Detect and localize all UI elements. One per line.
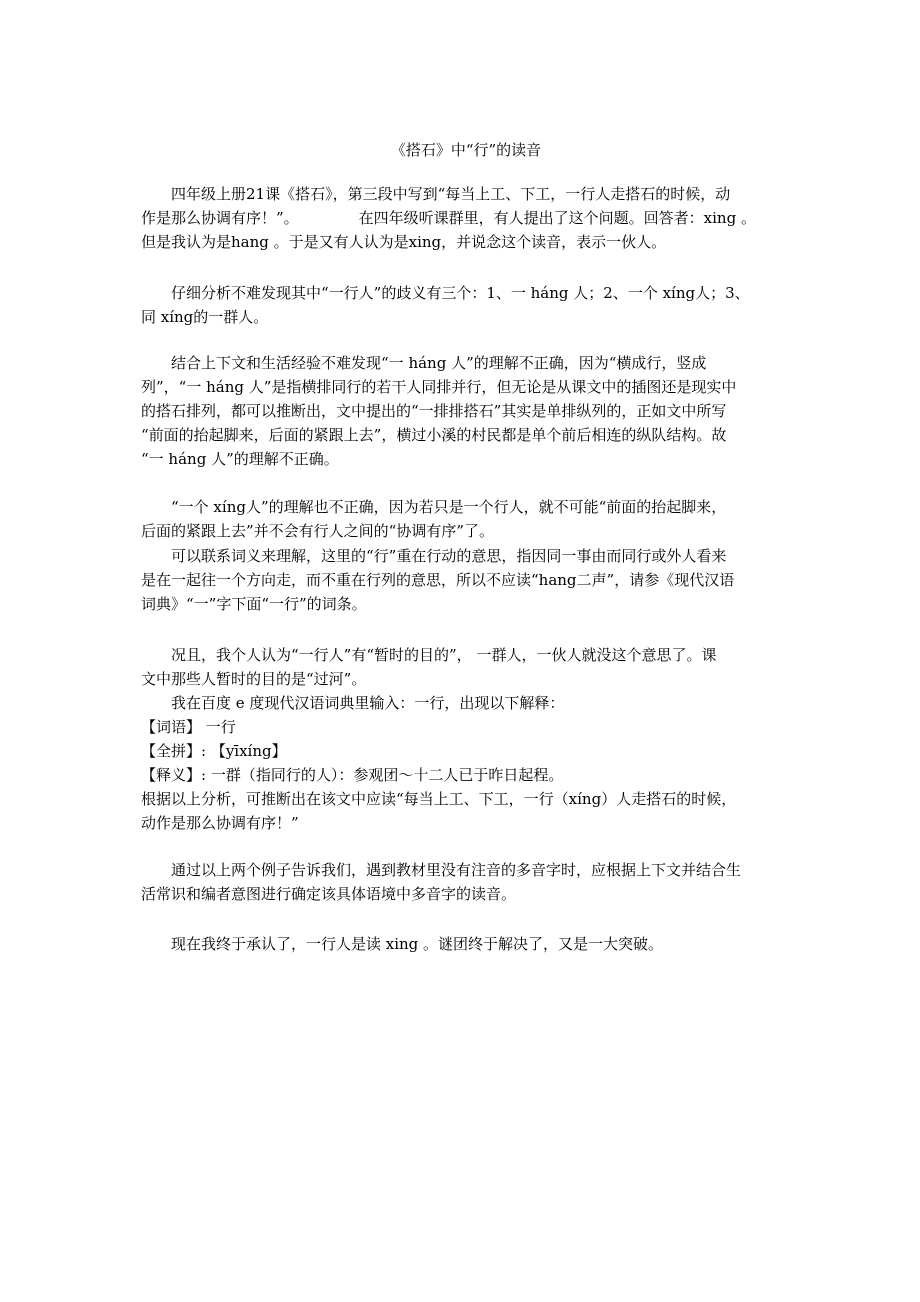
text-segment: 作是那么协调有序！”。 — [141, 209, 299, 227]
dictionary-entry-pinyin: 【全拼】: 【yīxíng】 — [141, 742, 287, 760]
paragraph-8 — [141, 932, 791, 956]
paragraph-1 — [141, 182, 791, 254]
dictionary-entry-word: 【词语】 一行 — [141, 718, 236, 736]
document-title: 《搭石》中“行”的读音 — [390, 141, 542, 159]
text-line: 我在百度 e 度现代汉语词典里输入：一行，出现以下解释： — [171, 694, 565, 712]
dictionary-entry-definition: 【释义】: 一群（指同行的人）：参观团～十二人已于昨日起程。 — [141, 766, 564, 784]
text-line: 文中那些人暂时的目的是“过河”。 — [141, 670, 367, 688]
text-line: 列”，“一 háng 人”是指横排同行的若干人同排并行，但无论是从课文中的插图还是现实中 — [141, 378, 737, 396]
text-line: 根据以上分析，可推断出在该文中应读“每当上工、下工，一行（xíng）人走搭石的时候， — [141, 790, 737, 808]
paragraph-4 — [141, 495, 791, 543]
paragraph-7 — [141, 858, 791, 906]
text-line: 况且，我个人认为“一行人”有“暂时的目的”， 一群人，一伙人就没这个意思了。课 — [171, 646, 717, 664]
text-line: “一 háng 人”的理解不正确。 — [141, 450, 339, 468]
text-line: 但是我认为是hang 。于是又有人认为是xing，并说念这个读音，表示一伙人。 — [141, 233, 667, 251]
text-line: 是在一起往一个方向走，而不重在行列的意思，所以不应读“hang二声”，请参《现代汉语 — [141, 571, 735, 589]
text-line: 现在我终于承认了，一行人是读 xing 。谜团终于解决了，又是一大突破。 — [171, 935, 664, 953]
text-line: 可以联系词义来理解，这里的“行”重在行动的意思，指因同一事由而同行或外人看来 — [171, 547, 727, 565]
text-line: 仔细分析不难发现其中“一行人”的歧义有三个：1、一 háng 人；2、一个 xíng人；3、 — [171, 284, 750, 302]
text-line: 四年级上册21课《搭石》，第三段中写到“每当上工、下工，一行人走搭石的时候，动 — [171, 185, 731, 203]
text-line: 动作是那么协调有序！” — [141, 814, 299, 832]
text-line: “前面的抬起脚来，后面的紧跟上去”，横过小溪的村民都是单个前后相连的纵队结构。故 — [141, 426, 727, 444]
text-line: 结合上下文和生活经验不难发现“一 háng 人”的理解不正确，因为“横成行，竖成 — [171, 354, 707, 372]
text-line — [141, 206, 791, 230]
paragraph-6 — [141, 643, 791, 835]
paragraph-3 — [141, 351, 791, 471]
text-line: 词典》“一”字下面“一行”的词条。 — [141, 595, 367, 613]
text-line: 后面的紧跟上去”并不会有行人之间的“协调有序”了。 — [141, 522, 495, 540]
text-line: 通过以上两个例子告诉我们，遇到教材里没有注音的多音字时，应根据上下文并结合生 — [171, 861, 742, 879]
text-line: 活常识和编者意图进行确定该具体语境中多音字的读音。 — [141, 885, 517, 903]
text-segment: 在四年级听课群里，有人提出了这个问题。回答者：xing 。 — [358, 209, 756, 227]
text-line: “一个 xíng人”的理解也不正确，因为若只是一个行人，就不可能“前面的抬起脚来， — [171, 498, 727, 516]
text-line: 的搭石排列，都可以推断出，文中提出的“一排排搭石”其实是单排纵列的，正如文中所写 — [141, 402, 727, 420]
paragraph-2 — [141, 281, 791, 329]
text-line: 同 xíng的一群人。 — [141, 308, 269, 326]
paragraph-5 — [141, 544, 791, 616]
